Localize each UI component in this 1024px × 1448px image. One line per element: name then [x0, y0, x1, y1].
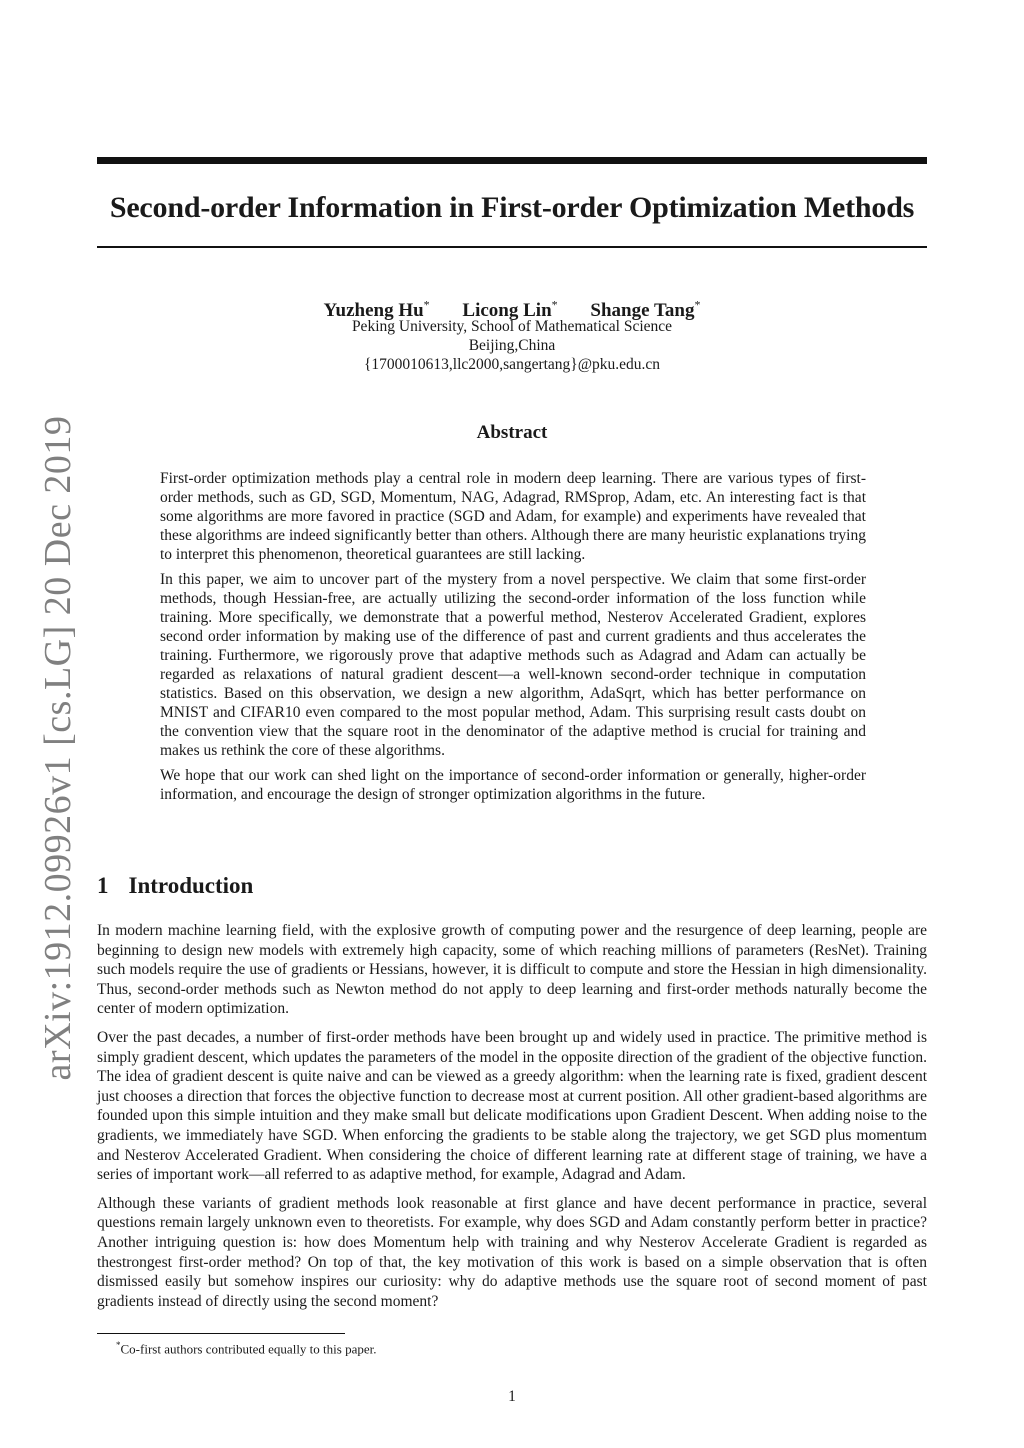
body-paragraph: In modern machine learning field, with the explosive growth of computing power and the resurgence of deep learning, people are beginning to design new models with extremely high capacity, some of which reaching millions of parameters (ResNet). Training such models require the use of gradients or Hessians, however, it is difficult to compute and store the Hessian in high dimensionality. Thus, second-order methods such as Newton method do not apply to deep learning and first-order methods naturally become the center of modern optimization. — [97, 922, 927, 1018]
affiliation-location: Beijing,China — [468, 337, 556, 354]
body-paragraph: Although these variants of gradient methods look reasonable at first glance and have decent performance in practice, several questions remain largely unknown even to theoretists. For example, why does SGD and Adam constantly perform better in practice? Another intriguing question is: how does Momentum help with training and why Nesterov Accelerate Gradient is regarded as thestrongest first-order method? On top of that, the key motivation of this work is based on a simple observation that is often dismissed easily but somehow inspires our curiosity: why do adaptive methods use the square root of second moment of past gradients instead of directly using the second moment? — [97, 1194, 927, 1310]
abstract-paragraph: First-order optimization methods play a central role in modern deep learning. There are various types of first-order methods, such as GD, SGD, Momentum, NAG, Adagrad, RMSprop, Adam, etc. An interesting fact is that some algorithms are more favored in practice (SGD and Adam, for example) and experiments have revealed that these algorithms are indeed significantly better than others. Although there are many heuristic explanations trying to interpret this phenomenon, theoretical guarantees are still lacking. — [160, 470, 866, 563]
abstract-body — [160, 469, 866, 810]
arxiv-stamp: arXiv:1912.09926v1 [cs.LG] 20 Dec 2019 — [37, 415, 79, 1081]
title-top-rule — [97, 157, 927, 164]
section-heading — [97, 873, 253, 899]
author-2: Licong Lin* — [462, 298, 558, 322]
footnote-rule — [97, 1333, 345, 1334]
affiliation-emails: {1700010613,llc2000,sangertang}@pku.edu.cn — [363, 356, 661, 373]
footnote: *Co-first authors contributed equally to this paper. — [116, 1340, 377, 1357]
section-body — [97, 921, 927, 1320]
author-1: Yuzheng Hu* — [323, 298, 430, 322]
section-title: Introduction — [128, 873, 254, 898]
abstract-paragraph: In this paper, we aim to uncover part of the mystery from a novel perspective. We claim that some first-order methods, though Hessian-free, are actually utilizing the second-order information of the loss function while training. More specifically, we demonstrate that a powerful method, Nesterov Accelerated Gradient, explores second order information by making use of the difference of past and current gradients and thus accelerates the training. Furthermore, we rigorously prove that adaptive methods such as Adagrad and Adam can actually be regarded as relaxations of natural gradient descent—a well-known second-order technique in computation statistics. Based on this observation, we design a new algorithm, AdaSqrt, which has better performance on MNIST and CIFAR10 even compared to the most popular method, Adam. This surprising result casts doubt on the convention view that the square root in the denominator of the adaptive method is crucial for training and makes us rethink the core of these algorithms. — [160, 571, 866, 759]
abstract-heading: Abstract — [476, 422, 548, 443]
section-number: 1 — [97, 873, 109, 898]
body-paragraph: Over the past decades, a number of first-order methods have been brought up and widely used in practice. The primitive method is simply gradient descent, which updates the parameters of the model in the opposite direction of the gradient of the objective function. The idea of gradient descent is quite naive and can be viewed as a greedy algorithm: when the learning rate is fixed, gradient descent just chooses a direction that forces the objective function to decrease most at current position. All other gradient-based algorithms are founded upon this simple intuition and they make small but delicate modifications upon Gradient Descent. When adding noise to the gradients, we immediately have SGD. When enforcing the gradients to be stable along the trajectory, we get SGD plus momentum and Nesterov Accelerated Gradient. When considering the choice of different learning rate at different stage of training, we have a series of important work—all referred to as adaptive method, for example, Adagrad and Adam. — [97, 1028, 927, 1184]
affiliation — [97, 317, 927, 374]
paper-title: Second-order Information in First-order Optimization Methods — [109, 191, 915, 224]
page-number: 1 — [508, 1388, 516, 1405]
abstract-paragraph: We hope that our work can shed light on the importance of second-order information or generally, higher-order information, and encourage the design of stronger optimization algorithms in the future. — [160, 767, 866, 803]
author-3: Shange Tang* — [590, 298, 701, 322]
affiliation-institution: Peking University, School of Mathematical Science — [351, 318, 673, 335]
title-bottom-rule — [97, 246, 927, 248]
